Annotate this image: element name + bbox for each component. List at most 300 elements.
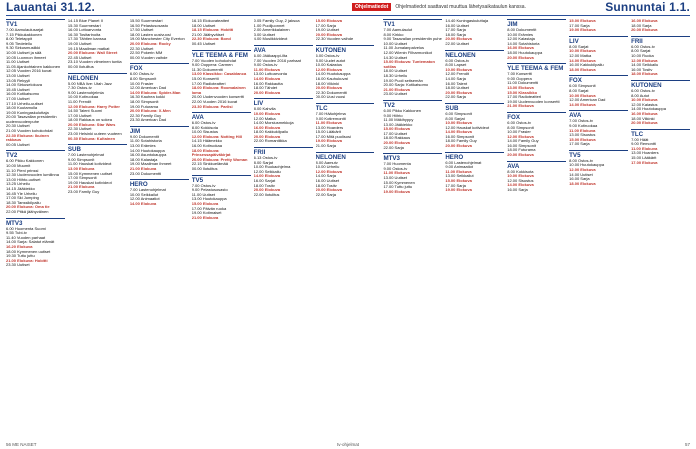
program-entry: 11.00 Elokuva [383, 170, 410, 176]
program-entry: 10.00 Elokuva [445, 66, 472, 72]
program-entry: 6.00 Ostos-tv [129, 71, 154, 77]
program-entry: 7.00 Hääohjelma [315, 110, 346, 116]
program-entry: 23.00 Family Guy [67, 189, 100, 194]
program-entry: 12.00 Kalastaja [507, 36, 535, 42]
footer-center: tv-ohjelmat [336, 441, 359, 447]
program-entry: 1.00 Puolijuonnet [253, 22, 285, 28]
channel-heading: TV2 [383, 100, 442, 109]
program-entry: 13.00 Hoarders [631, 150, 659, 156]
program-entry: 14.00 Elokuva [253, 173, 281, 179]
program-entry: 13.05 Rekyyli [6, 77, 31, 83]
program-entry: 14.00 Sotahistoria [507, 40, 540, 46]
program-entry: 18.00 Huutokauppa [507, 49, 543, 55]
listing-columns [6, 19, 690, 439]
program-entry: 13.25 Urheilu [6, 181, 30, 187]
program-entry: 17.00 Simpsonit [67, 175, 97, 181]
channel-heading: TV2 [6, 150, 65, 159]
program-entry: 17.00 Päivän ruoka [191, 205, 227, 211]
program-entry: 11.00 Frendit [67, 98, 92, 104]
program-entry: 19.15 Maailman matkat [67, 45, 110, 51]
channel-heading: FRII [631, 36, 690, 45]
program-entry: 8.00 Sarjat [631, 48, 651, 54]
program-entry: 7.15 Pikkukakkonen [6, 31, 42, 37]
program-entry: 22.30 Elokuva: Bond [191, 36, 231, 42]
program-entry: 18.30 Urheilu [383, 72, 408, 78]
program-entry: 00.45 Uutiset [191, 40, 216, 46]
program-entry: 14.00 Elokuva [569, 57, 596, 63]
program-entry: 8.00 Simpsonit [507, 124, 534, 130]
program-entry: 00.00 Ilotulitus [67, 63, 94, 69]
program-entry: 20.00 Elokuva: Pretty Woman [191, 156, 248, 162]
program-entry: 13.00 Elokuva [507, 84, 534, 90]
program-entry: 8.00 Autot [631, 92, 650, 98]
program-entry: 12.00 Elokuva: Harry Potter [67, 103, 120, 109]
program-entry: 14.40 Kuningaskuluttaja [445, 19, 489, 23]
program-entry: 19.00 Elokuva [445, 187, 472, 193]
program-entry: 9.00 Ostos-tv [383, 165, 408, 171]
program-entry: 18.00 Kymmenen uutiset [6, 248, 51, 254]
program-entry: 16.00 Uutiset [315, 178, 340, 184]
program-entry: 16.00 Sarja [569, 176, 590, 182]
program-entry: 9.00 Dokumentit [129, 133, 159, 139]
program-entry: 16.00 Sarjat [253, 178, 276, 184]
program-entry: 23.00 Dokumentti [129, 170, 162, 176]
program-entry: 21.00 Elokuva [383, 86, 410, 92]
program-entry: 14.50 Talent Suomi [67, 108, 103, 114]
program-entry: 20.00 Uudenvuoden konsertti [191, 94, 244, 100]
program-entry: 17.00 Radioteatteri [507, 94, 542, 100]
program-entry: 10.00 Erämies [507, 31, 534, 37]
program-entry: 14.15 Jääkiekko [6, 186, 35, 191]
channel-heading: FOX [507, 112, 566, 121]
program-entry: 10.00 Uutiset [383, 40, 408, 46]
program-entry: 16.00 Elokuva [631, 19, 658, 23]
program-entry: 12.00 Elokuva [315, 168, 342, 174]
day-title-saturday: Lauantai 31.12. [6, 0, 96, 14]
program-entry: 10.00 Kalastus [315, 62, 342, 68]
program-entry: 18.00 Viikinki [315, 80, 340, 86]
program-entry: 00.30 Elokuva: Kultainen [67, 135, 116, 141]
program-entry: 10.00 Elokuva [569, 48, 596, 54]
program-entry: 16.20 Elokuva [6, 243, 33, 249]
program-entry: 22.00 Ilotulitus [253, 191, 280, 197]
program-entry: 18.30 Tanssikilpailu [6, 199, 41, 205]
program-entry: 12.00 American Dad [569, 97, 606, 103]
program-entry: 6.00 Ostos-tv [315, 52, 340, 58]
program-entry: 18.00 Sarja [631, 22, 652, 28]
program-entry: 22.50 Pokerin MM [129, 50, 163, 56]
program-entry: 7.00 Ostos-tv [191, 182, 216, 188]
program-entry: 13.00 Hoarders [315, 124, 344, 130]
listing-column [383, 19, 442, 439]
program-entry: 16.00 Kakkukilpailu [569, 62, 604, 68]
program-entry: 16.50 Pelastusosasto [129, 22, 169, 28]
program-entry: 22.00 Uutiset [445, 40, 469, 46]
program-entry: 18.00 Elokuva [569, 180, 596, 186]
program-entry: 20.00 Elokuva [445, 143, 472, 149]
program-entry: 14.00 Seikkailu [631, 62, 659, 68]
program-entry: 17.00 Ski Jumping [6, 195, 39, 201]
program-entry: 9.00 Kotiruokaa [569, 122, 598, 128]
program-entry: 8.00 Sarjat [569, 87, 589, 93]
program-entry: 11.00 Dokumentti [507, 80, 539, 86]
program-entry: 20.00 Elokuva [631, 120, 658, 126]
program-entry: 17.50 Uutiset [129, 27, 154, 33]
program-entry: 13.00 Hiihto-uutiset [6, 176, 41, 182]
program-entry: 8.00 Aamutv [315, 159, 338, 165]
program-entry: 17.10 Urheilu-uutiset [6, 100, 43, 106]
program-entry: 17.00 Mitä puolisosi [315, 133, 351, 139]
program-entry: 12.00 Elokuva [507, 133, 534, 139]
program-entry: 9.00 Pelastusosasto [191, 187, 228, 193]
listing-column [316, 19, 375, 439]
program-entry: 13.00 Seikkailut [445, 173, 474, 179]
program-entry: 17.00 Sarja [445, 27, 466, 33]
program-entry: 8.00 Teletappit [6, 36, 32, 42]
program-entry: 10.00 Muumit [6, 163, 31, 169]
program-entry: 16.00 Rakkautta [253, 80, 283, 86]
program-entry: 22.30 Vuoden vaihde [315, 36, 354, 42]
listing-column [569, 19, 628, 439]
program-entry: 12.00 Elokuva: Notting Hill [191, 133, 242, 139]
header-tagline: Ohjelmatiedot saattavat muuttua lähetysaikataulun kanssa. [395, 4, 526, 10]
program-entry: 16.00 Kotikatsomo [6, 91, 40, 97]
program-entry: 14.00 Family Guy [507, 138, 539, 144]
program-entry: 7.30 Ostos-tv [67, 85, 92, 91]
program-entry: 10.00 Sisustus [191, 129, 218, 135]
program-entry: 16.00 Elokuva [253, 124, 281, 130]
program-entry: 21.00 Elokuva [67, 184, 95, 190]
program-entry: 7.00 Vuoden 2016 parhaat [253, 57, 301, 63]
channel-heading: AVA [192, 112, 251, 121]
program-entry: 22.45 Uutiset [67, 54, 92, 60]
program-entry: 15.00 Lääkärit [631, 155, 657, 161]
program-entry: 9.00 Hiihto [383, 112, 403, 118]
program-entry: 16.30 Tositarinoita [67, 31, 101, 37]
listing-column [445, 19, 504, 439]
program-entry: 16.15 Elokuvateatteri [191, 19, 230, 23]
program-entry: 20.00 Elokuva [631, 27, 658, 33]
program-entry: 12.00 Matka [253, 115, 276, 121]
program-entry: 12.05 Vuoden 2016 kuvat [6, 68, 52, 74]
program-entry: 6.00 Ostos-tv [631, 87, 655, 93]
channel-heading: TV5 [192, 175, 251, 184]
channel-heading: YLE TEEMA & FEM [192, 50, 251, 59]
program-entry: 15.50 Suurmestari [129, 19, 163, 23]
program-entry: 9.00 Lastenohjelmia [67, 89, 104, 95]
program-entry: 15.00 Elokuva [569, 19, 596, 23]
program-entry: 21.00 Elokuva [129, 166, 157, 172]
program-entry: 18.00 Family Guy [445, 138, 477, 144]
program-entry: 10.00 Elokuva [569, 92, 596, 98]
program-entry: 18.15 Elokuva: Hobitti [191, 27, 234, 33]
program-entry: 0.05 Family Guy, 2 jaksoa [253, 19, 300, 23]
program-entry: 9.55 Tubi-tv [6, 230, 27, 236]
channel-heading: YLE TEEMA & FEM [507, 63, 566, 72]
channel-heading: TV5 [569, 150, 628, 159]
program-entry: 22.30 Elokuva: Ikuinen rakkaus [6, 132, 49, 143]
program-entry: 14.00 Huutokauppa [315, 71, 351, 77]
program-entry: 18.00 Elokuva [569, 66, 596, 72]
program-entry: 12.00 Elokuva [631, 57, 658, 63]
channel-heading: HERO [445, 152, 504, 161]
program-entry: 18.00 Elokuva: Prinsessapäiväkirjat [191, 147, 231, 158]
program-entry: 11.00 Elokuva [253, 66, 280, 72]
channel-heading: FOX [569, 75, 628, 84]
brand-logo: Ohjelmatiedot [352, 3, 391, 11]
program-entry: 6.00 Simpsonit [445, 110, 472, 116]
program-entry: 7.00 Huomenta [383, 161, 411, 167]
program-entry: 9.00 Tasavallan presidentin puhe [383, 36, 442, 42]
program-entry: 22.30 Uutiset [129, 45, 154, 51]
program-entry: 12.00 Wienin Filharmonikot [383, 49, 432, 55]
program-entry: 13.00 Jääkiekko [383, 121, 413, 127]
program-entry: 9.00 Animaatiot [445, 164, 473, 170]
program-entry: 8.00 Uudet autot [315, 57, 346, 63]
program-entry: 18.00 Kakkukilpailu [253, 129, 289, 135]
program-entry: 20.00 Elokuva [383, 140, 410, 146]
program-entry: 12.00 Frendit [445, 71, 469, 77]
program-entry: 21.00 Elokuva [507, 103, 534, 109]
program-entry: 15.00 Elokuva [383, 126, 410, 132]
program-entry: 16.00 Sarja [507, 187, 528, 193]
program-entry: 15.00 Elokuva: Tuntematon sotilas [383, 59, 435, 69]
program-entry: 23.00 Helsinki uuteen vuoteen [67, 131, 122, 137]
program-entry: 20.00 Elokuva [315, 85, 342, 91]
program-entry: 00.05 Uutiset [6, 141, 30, 147]
program-entry: 8.00 Sarjat [445, 115, 465, 121]
channel-heading: AVA [254, 45, 313, 54]
program-entry: 20.00 Elokuva: Star Wars [67, 121, 116, 127]
program-entry: 18.00 Sarja [445, 31, 466, 37]
program-entry: 23.00 Uutiset [383, 91, 408, 97]
right-page-header [605, 0, 690, 14]
program-entry: 11.00 Elokuva [569, 127, 596, 133]
program-entry: 6.13 Ostos-tv [253, 155, 278, 161]
program-entry: 8.00 Sarjat [253, 159, 273, 165]
channel-heading: NELONEN [68, 73, 127, 82]
program-entry: 16.00 Kauhukuvat [315, 75, 348, 81]
program-entry: 22.30 Uutiset [67, 126, 92, 132]
program-entry: 19.00 Uudenvuoden konsertti [507, 98, 560, 104]
program-entry: 16.00 Elokuva [631, 110, 658, 116]
program-entry: 7.00 Ostos-tv [569, 118, 593, 124]
program-entry: 10.00 Ruoka [631, 52, 654, 58]
program-entry: 18.00 Elokuva [631, 71, 658, 77]
channel-heading: FRII [254, 147, 313, 156]
program-entry: 20.00 Elokuva [507, 54, 534, 60]
program-entry: 16.00 Tositv [631, 66, 653, 72]
program-entry: 8.00 Kahvila [253, 106, 276, 112]
program-entry: 10.00 Ruokaohjelma [253, 164, 291, 170]
program-entry: 19.00 Puoli seitsemän [383, 77, 423, 83]
program-entry: 11.10 Pieni prinssi [6, 167, 39, 173]
program-entry: 19.00 Elokuva [569, 27, 596, 33]
listing-column [192, 19, 251, 439]
program-entry: 10.00 Frasier [507, 129, 531, 135]
program-entry: 20.30 Uutiset [6, 123, 30, 129]
program-entry: 23.10 Vuoden viimeinen tuntia [67, 59, 122, 65]
program-entry: 18.00 Lasten uusivuosi [129, 31, 171, 37]
channel-heading: TV1 [6, 19, 65, 28]
program-entry: 10.00 Elokuva [445, 120, 472, 126]
program-entry: 9.00 Ostos-tv [253, 62, 278, 68]
program-entry: 17.30 Tähtien kanssa [67, 36, 107, 42]
program-entry: 8.00 Sarjat [569, 43, 589, 49]
program-entry: 6.00 Pikku Kakkonen [6, 158, 44, 164]
program-entry: 11.30 Dokumentti [191, 66, 223, 72]
program-entry: 20.00 Sarja: Kotikatsomo [383, 82, 429, 88]
channel-heading: SUB [68, 144, 127, 153]
program-entry: 11.00 Elokuva [315, 120, 342, 126]
program-entry: 22.00 Vuoden 2016 kuvat [191, 98, 238, 104]
program-entry: 6.00 Ostos-tv [191, 120, 216, 126]
program-entry: 22.15 Sinkkuelämää [191, 161, 228, 167]
program-entry: 10.00 Urheilu [315, 164, 340, 170]
program-entry: 16.00 Elokuva [507, 45, 534, 51]
program-entry: 11.00 Hauskat kotivideot [67, 161, 112, 167]
program-entry: 14.00 Sarja: Salatut elämät [6, 239, 55, 245]
channel-heading: TLC [631, 129, 690, 138]
program-entry: 14.00 Uutiset [569, 171, 593, 177]
program-entry: 14.00 Elokuva [253, 75, 281, 81]
program-entry: 15.00 Lääkärit [315, 129, 341, 135]
channel-heading: LIV [569, 36, 628, 45]
program-entry: 14.00 Sirkuselokuva [6, 82, 43, 88]
program-entry: 20.00 Elokuva: Wall Street [67, 50, 118, 56]
program-entry: 15.00 Elokuva [445, 178, 472, 184]
page-footer [6, 440, 690, 448]
program-entry: 18.00 Simpsonit [129, 98, 159, 104]
channel-heading: NELONEN [316, 152, 375, 161]
program-entry: 14.00 Elokuva [445, 129, 472, 135]
channel-heading: MTV3 [383, 153, 442, 162]
program-entry: 18.00 Rakkaus on sokea [67, 117, 112, 123]
program-entry: 18.00 Viikinki [631, 115, 655, 121]
program-entry: 10.00 Elokuva [631, 97, 658, 103]
program-entry: 16.00 Talent [445, 80, 468, 86]
program-entry: 19.30 Tuttu juttu [6, 253, 35, 259]
program-entry: 21.00 Sarja [315, 143, 336, 149]
program-entry: 15.00 Elokuva [315, 19, 342, 23]
program-entry: 12.00 Matka [569, 52, 592, 58]
program-entry: 16.45 Yle Urheilu [6, 190, 37, 196]
program-entry: 18.00 Uutiset [445, 85, 469, 91]
footer-right: 57 [684, 441, 690, 447]
channel-heading: AVA [569, 110, 628, 119]
program-entry: 21.00 Elokuva: Hobitti [6, 257, 48, 263]
program-entry: 9.30 Sirkusmusiikki [6, 45, 41, 51]
program-entry: 18.00 Kalastaja [129, 156, 158, 162]
program-entry: 19.00 Elokuva [315, 138, 342, 144]
header-rule [6, 15, 690, 16]
header-tagline-bar [352, 3, 586, 11]
program-entry: 22.00 Sarja [445, 94, 466, 100]
program-entry: 22.00 Sarja [383, 144, 404, 150]
program-entry: 7.00 Lastenohjelmat [129, 187, 166, 193]
program-entry: 16.00 Simpsonit [445, 133, 475, 139]
program-entry: 16.00 Uutiset [445, 22, 469, 28]
channel-heading: KUTONEN [316, 45, 375, 54]
program-entry: 8.00 Lapset [445, 62, 467, 68]
program-entry: 9.00 Ooppera [507, 75, 532, 81]
program-entry: 21.00 Elokuva [191, 214, 219, 220]
program-entry: 12.00 Hauskat kotivideot [445, 124, 490, 130]
program-entry: 11.00 Elokuva [445, 168, 472, 174]
program-entry: 8.00 Kokkisota [507, 168, 534, 174]
program-entry: 23.30 Uutiset [6, 262, 30, 268]
program-entry: 8.00 Dokumentit [507, 27, 537, 32]
program-entry: 5.00 NBA live: Utah Jazz [67, 80, 112, 86]
program-entry: 15.00 Kymmenen uutiset [67, 170, 113, 176]
channel-heading: KUTONEN [631, 80, 690, 89]
program-entry: 18.00 Uutiset [191, 22, 216, 28]
program-entry: 9.05 Tiedetellu [6, 40, 33, 46]
program-entry: 14.00 Huutokauppa [129, 147, 165, 153]
program-entry: 13.00 Huutokauppa [191, 196, 227, 202]
program-entry: 14.00 Morsiusmekkoja [253, 120, 294, 126]
program-entry: 6.00 Ostos-tv [631, 43, 655, 49]
channel-heading: HERO [130, 179, 189, 188]
channel-heading: NELONEN [445, 50, 504, 59]
program-entry: 19.00 Maailman ihmeet [129, 161, 172, 167]
program-entry: 14.00 Elokuva [507, 182, 534, 188]
program-entry: 11.00 Elokuva [631, 145, 658, 151]
program-entry: 14.15 Häämekko [191, 138, 222, 144]
channel-heading: MTV3 [6, 218, 65, 227]
program-entry: 2.00 Amerikkalainen [253, 27, 290, 33]
program-entry: 11.00 Sotahistoria [129, 138, 162, 144]
program-entry: 12.00 Animaatiot [129, 196, 160, 202]
program-entry: 20.00 Elokuva [253, 89, 281, 95]
channel-heading: AVA [507, 161, 566, 170]
program-entry: 23.30 Elokuva: Pariisi [191, 103, 233, 109]
program-entry: 20.00 Elokuva [507, 152, 534, 158]
program-entry: 00.00 Vuoden vaihde [129, 54, 168, 60]
program-entry: 20.00 Elokuva [315, 187, 342, 193]
listing-column [6, 19, 65, 439]
program-entry: 11.00 Uutiset [191, 191, 215, 197]
program-entry: 11.40 Vuoden parhaat [6, 234, 46, 240]
program-entry: 19.00 Uutiset [67, 40, 92, 46]
program-entry: 17.00 Elokuva [631, 159, 658, 165]
program-entry: 17.00 Tuttu juttu [383, 184, 413, 190]
day-title-sunday: Sunnuntai 1.1. [605, 0, 690, 14]
program-entry: 12.00 Elokuva [569, 167, 596, 173]
program-entry: 22.30 Family Guy [129, 112, 162, 118]
program-entry: 15.45 Uutiset [6, 86, 30, 92]
listing-column [130, 19, 189, 439]
program-entry: 15.30 Suurmestari [67, 22, 101, 28]
program-entry: 18.00 Elokuva: Roomalainen loma [191, 85, 246, 95]
program-entry: 17.00 Sarja [315, 22, 336, 28]
program-entry: 16.00 Simpsonit [507, 142, 536, 148]
program-entry: 21.00 Vuoden kohokohdat [6, 128, 53, 134]
program-entry: 19.00 Futurama [129, 103, 159, 109]
listing-column [254, 19, 313, 439]
program-entry: 17.00 Sarja [445, 182, 466, 188]
program-entry: 14.00 Elokuva: Spider-Man [129, 89, 181, 95]
program-entry: 19.00 Kuningaskuluttaja [6, 109, 49, 115]
program-entry: 6.00 Ostos-tv [507, 119, 532, 125]
program-entry: 00.00 Uusi vuosi [315, 94, 346, 100]
channel-heading: TLC [316, 103, 375, 112]
program-entry: 20.00 Elokuva [315, 31, 342, 37]
program-entry: 13.00 Lottoarvonta [253, 71, 287, 77]
program-entry: 6.00 Ostos-tv [445, 57, 470, 63]
program-entry: 9.00 Remontti [631, 141, 656, 147]
program-entry: 11.00 Uutiset [6, 59, 30, 65]
